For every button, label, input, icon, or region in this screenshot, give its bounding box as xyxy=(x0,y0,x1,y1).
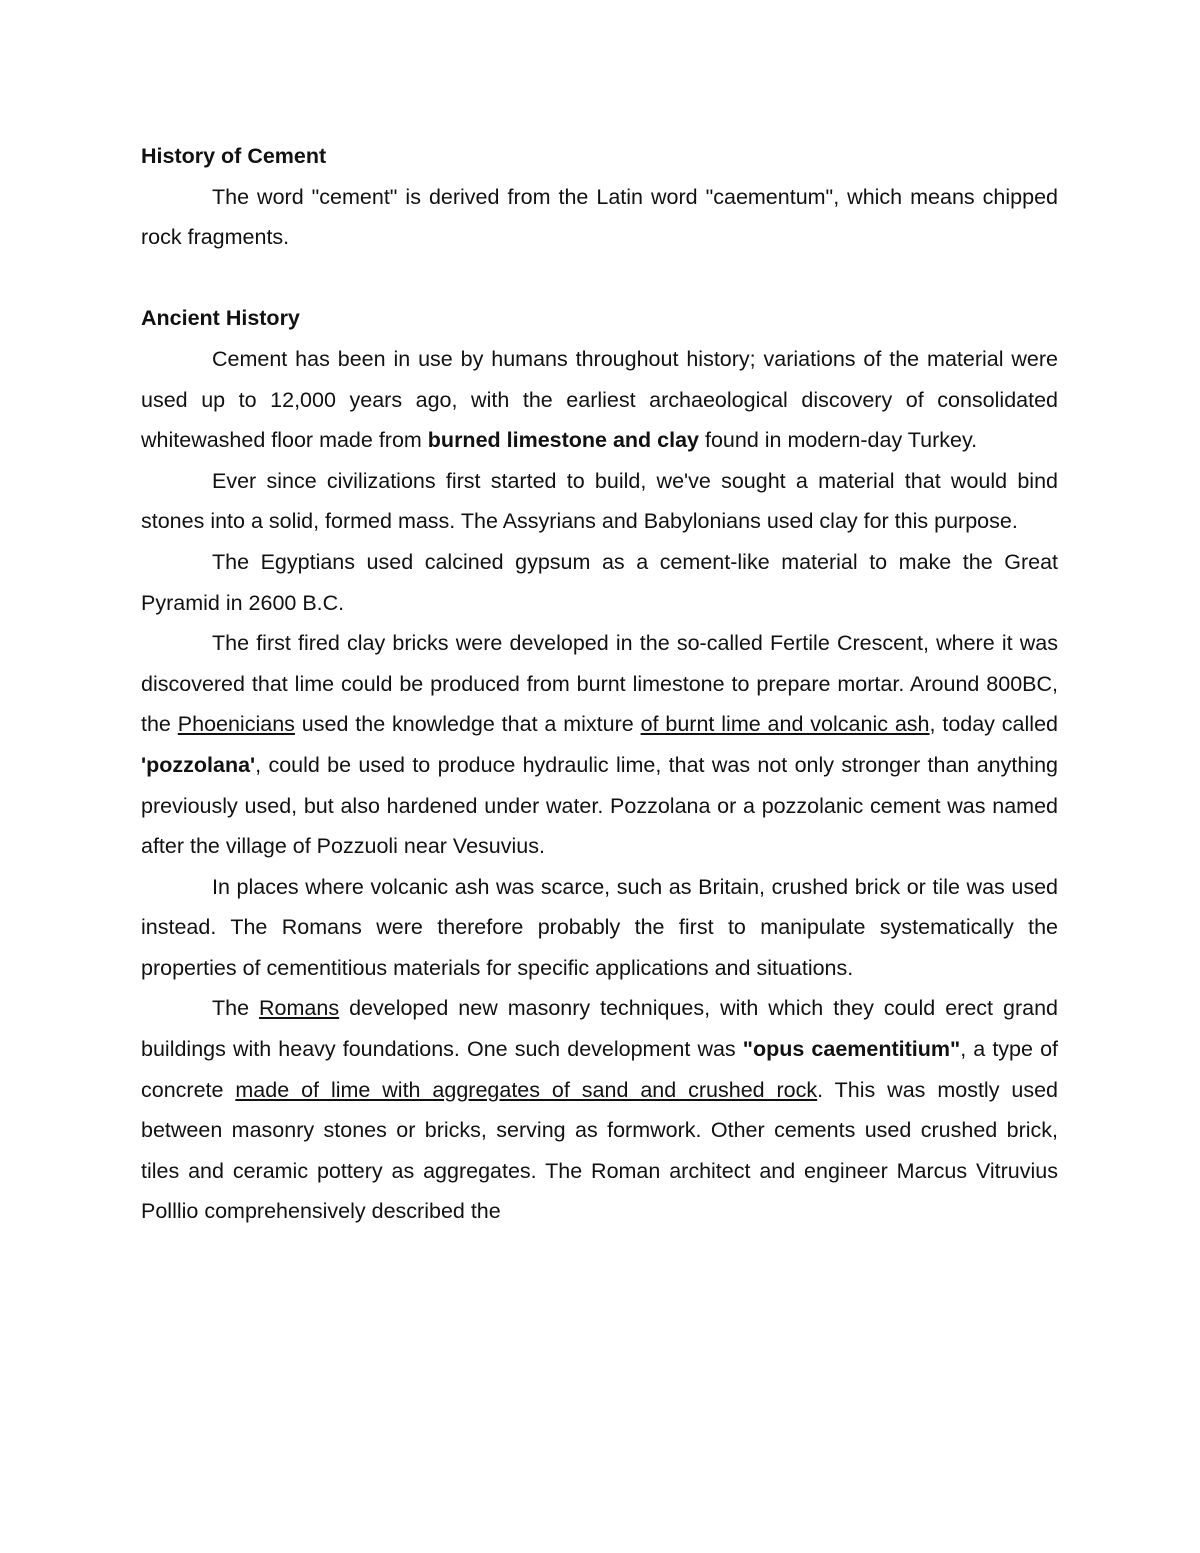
paragraph xyxy=(141,461,1058,542)
paragraph xyxy=(141,988,1058,1232)
section-body-history-of-cement xyxy=(141,177,1058,258)
text-run: developed new masonry techniques, with which they could erect grand buildings with heavy foundations. One such development was xyxy=(141,996,1058,1062)
text-run: . This was mostly used between masonry stones or bricks, serving as formwork. Other cements used crushed brick, tiles and ceramic pottery as aggregates. The Roman architect and engineer Marcus Vitruvius Polllio comprehensively described the xyxy=(141,1077,1058,1224)
section-body-ancient-history xyxy=(141,339,1058,1232)
underlined-text: made of lime with aggregates of sand and crushed rock xyxy=(235,1077,818,1102)
text-run: The xyxy=(212,996,260,1021)
text-run: Ever since civilizations first started to build, we've sought a material that would bind stones into a solid, formed mass. The Assyrians and Babylonians used clay for this purpose. xyxy=(141,468,1058,534)
section-spacer xyxy=(141,258,1058,299)
bold-text: burned limestone and clay xyxy=(427,428,700,453)
bold-text: "opus caementitium" xyxy=(742,1037,961,1062)
text-run: The first fired clay bricks were developed in the so-called Fertile Crescent, where it was discovered that lime could be produced from burnt limestone to prepare mortar. Around 800BC, the xyxy=(141,631,1058,737)
underlined-text: Romans xyxy=(259,996,340,1021)
bold-text: 'pozzolana' xyxy=(141,752,256,777)
paragraph xyxy=(141,623,1058,867)
text-run: Cement has been in use by humans throughout history; variations of the material were used up to 12,000 years ago, with the earliest archaeological discovery of consolidated whitewashed floor made from xyxy=(141,346,1058,453)
text-run: found in modern-day Turkey. xyxy=(699,428,978,453)
text-run: , a type of concrete xyxy=(141,1037,1059,1102)
paragraph xyxy=(141,542,1058,623)
section-heading-history-of-cement: History of Cement xyxy=(141,144,327,168)
text-run: , today called xyxy=(929,712,1058,737)
section-heading-ancient-history: Ancient History xyxy=(141,306,300,331)
text-run: The Egyptians used calcined gypsum as a cement-like material to make the Great Pyramid in 2600 B.C. xyxy=(141,549,1058,615)
paragraph xyxy=(141,339,1058,461)
underlined-text: Phoenicians xyxy=(177,712,295,737)
text-run: used the knowledge that a mixture xyxy=(294,712,641,737)
text-run: In places where volcanic ash was scarce, such as Britain, crushed brick or tile was used instead. The Romans were therefore probably the first to manipulate systematically the properties of cementitious materials for specific applications and situations. xyxy=(141,874,1058,980)
text-run: The word "cement" is derived from the Latin word "caementum", which means chipped rock fragments. xyxy=(141,184,1058,250)
paragraph xyxy=(141,867,1058,989)
document-page xyxy=(141,136,1058,1232)
underlined-text: of burnt lime and volcanic ash xyxy=(640,712,930,737)
text-run: , could be used to produce hydraulic lime, that was not only stronger than anything previously used, but also hardened under water. Pozzolana or a pozzolanic cement was named after the village of Pozzuoli near Vesuvius. xyxy=(141,752,1058,859)
paragraph xyxy=(141,177,1058,258)
